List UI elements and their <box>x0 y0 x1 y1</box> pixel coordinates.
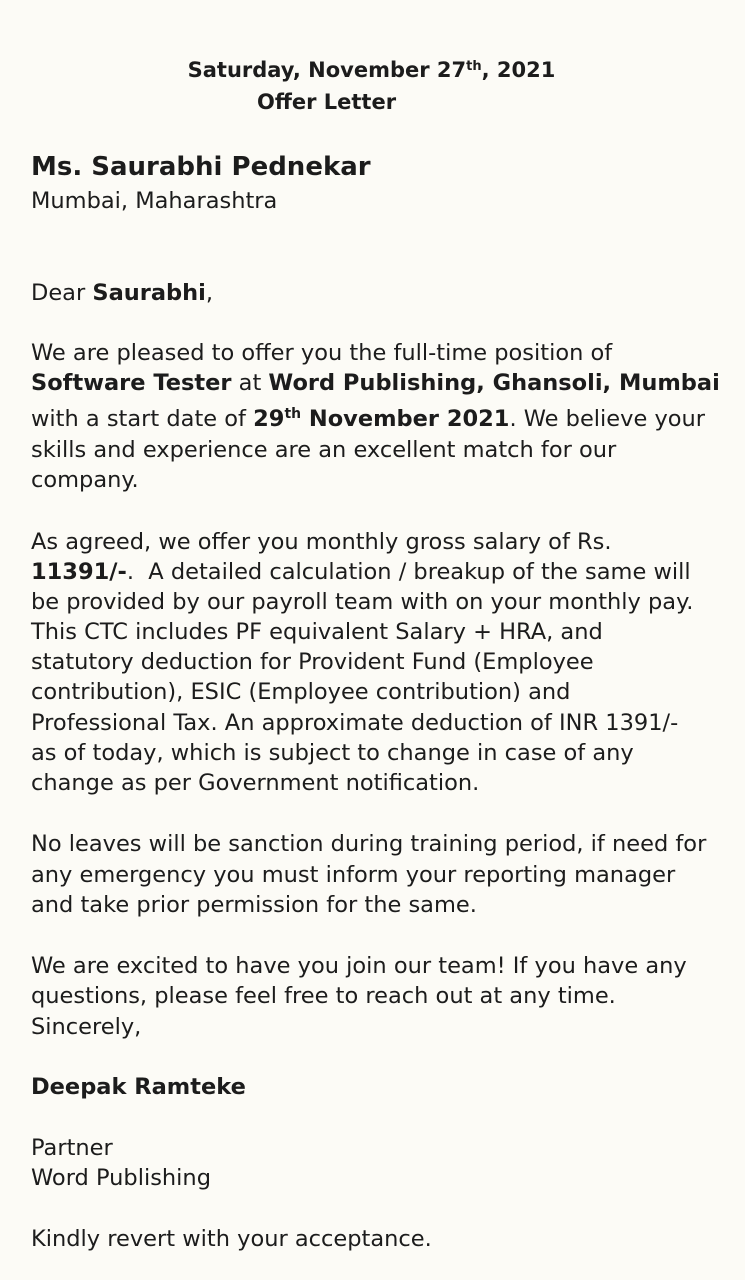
paragraph-2-line-5: statutory deduction for Provident Fund (Employee <box>31 649 594 675</box>
closing-sincerely: Sincerely, <box>31 1014 142 1040</box>
paragraph-1-line-3: with a start date of 29th November 2021. We believe your <box>31 406 706 432</box>
paragraph-2-line-2: 11391/-. A detailed calculation / breakup of the same will <box>31 559 691 585</box>
letter-date: Saturday, November 27th, 2021 <box>187 58 556 82</box>
paragraph-2-line-6: contribution), ESIC (Employee contribution) and <box>31 679 571 705</box>
signatory-name: Deepak Ramteke <box>31 1074 246 1100</box>
paragraph-3-line-2: any emergency you must inform your reporting manager <box>31 862 676 888</box>
salutation: Dear Saurabhi, <box>31 280 214 306</box>
salary-amount: 11391/- <box>31 559 127 585</box>
signatory-role: Partner <box>31 1135 113 1161</box>
company-location: Word Publishing, Ghansoli, Mumbai <box>268 370 720 396</box>
paragraph-4-line-1: We are excited to have you join our team! If you have any <box>31 953 687 979</box>
letter-title: Offer Letter <box>257 90 397 114</box>
date-superscript: th <box>466 58 482 74</box>
paragraph-2-line-8: as of today, which is subject to change in case of any <box>31 740 634 766</box>
paragraph-1-line-4: skills and experience are an excellent match for our <box>31 437 617 463</box>
paragraph-2-line-7: Professional Tax. An approximate deduction of INR 1391/- <box>31 710 679 736</box>
recipient-location: Mumbai, Maharashtra <box>31 188 278 214</box>
salutation-name: Saurabhi <box>92 280 206 306</box>
recipient-name: Ms. Saurabhi Pednekar <box>31 152 371 182</box>
paragraph-2-line-4: This CTC includes PF equivalent Salary + HRA, and <box>31 619 603 645</box>
paragraph-4-line-2: questions, please feel free to reach out at any time. <box>31 983 616 1009</box>
position-title: Software Tester <box>31 370 232 396</box>
paragraph-2-line-1: As agreed, we offer you monthly gross salary of Rs. <box>31 529 612 555</box>
paragraph-1-line-2: Software Tester at Word Publishing, Ghansoli, Mumbai <box>31 370 720 396</box>
paragraph-3-line-3: and take prior permission for the same. <box>31 892 477 918</box>
closing-note: Kindly revert with your acceptance. <box>31 1226 432 1252</box>
paragraph-1-line-1: We are pleased to offer you the full-time position of <box>31 340 613 366</box>
start-date: 29th November 2021 <box>253 406 510 432</box>
paragraph-2-line-9: change as per Government notification. <box>31 770 480 796</box>
paragraph-2-line-3: be provided by our payroll team with on your monthly pay. <box>31 589 694 615</box>
paragraph-1-line-5: company. <box>31 467 139 493</box>
paragraph-3-line-1: No leaves will be sanction during training period, if need for <box>31 831 707 857</box>
signatory-company: Word Publishing <box>31 1165 211 1191</box>
